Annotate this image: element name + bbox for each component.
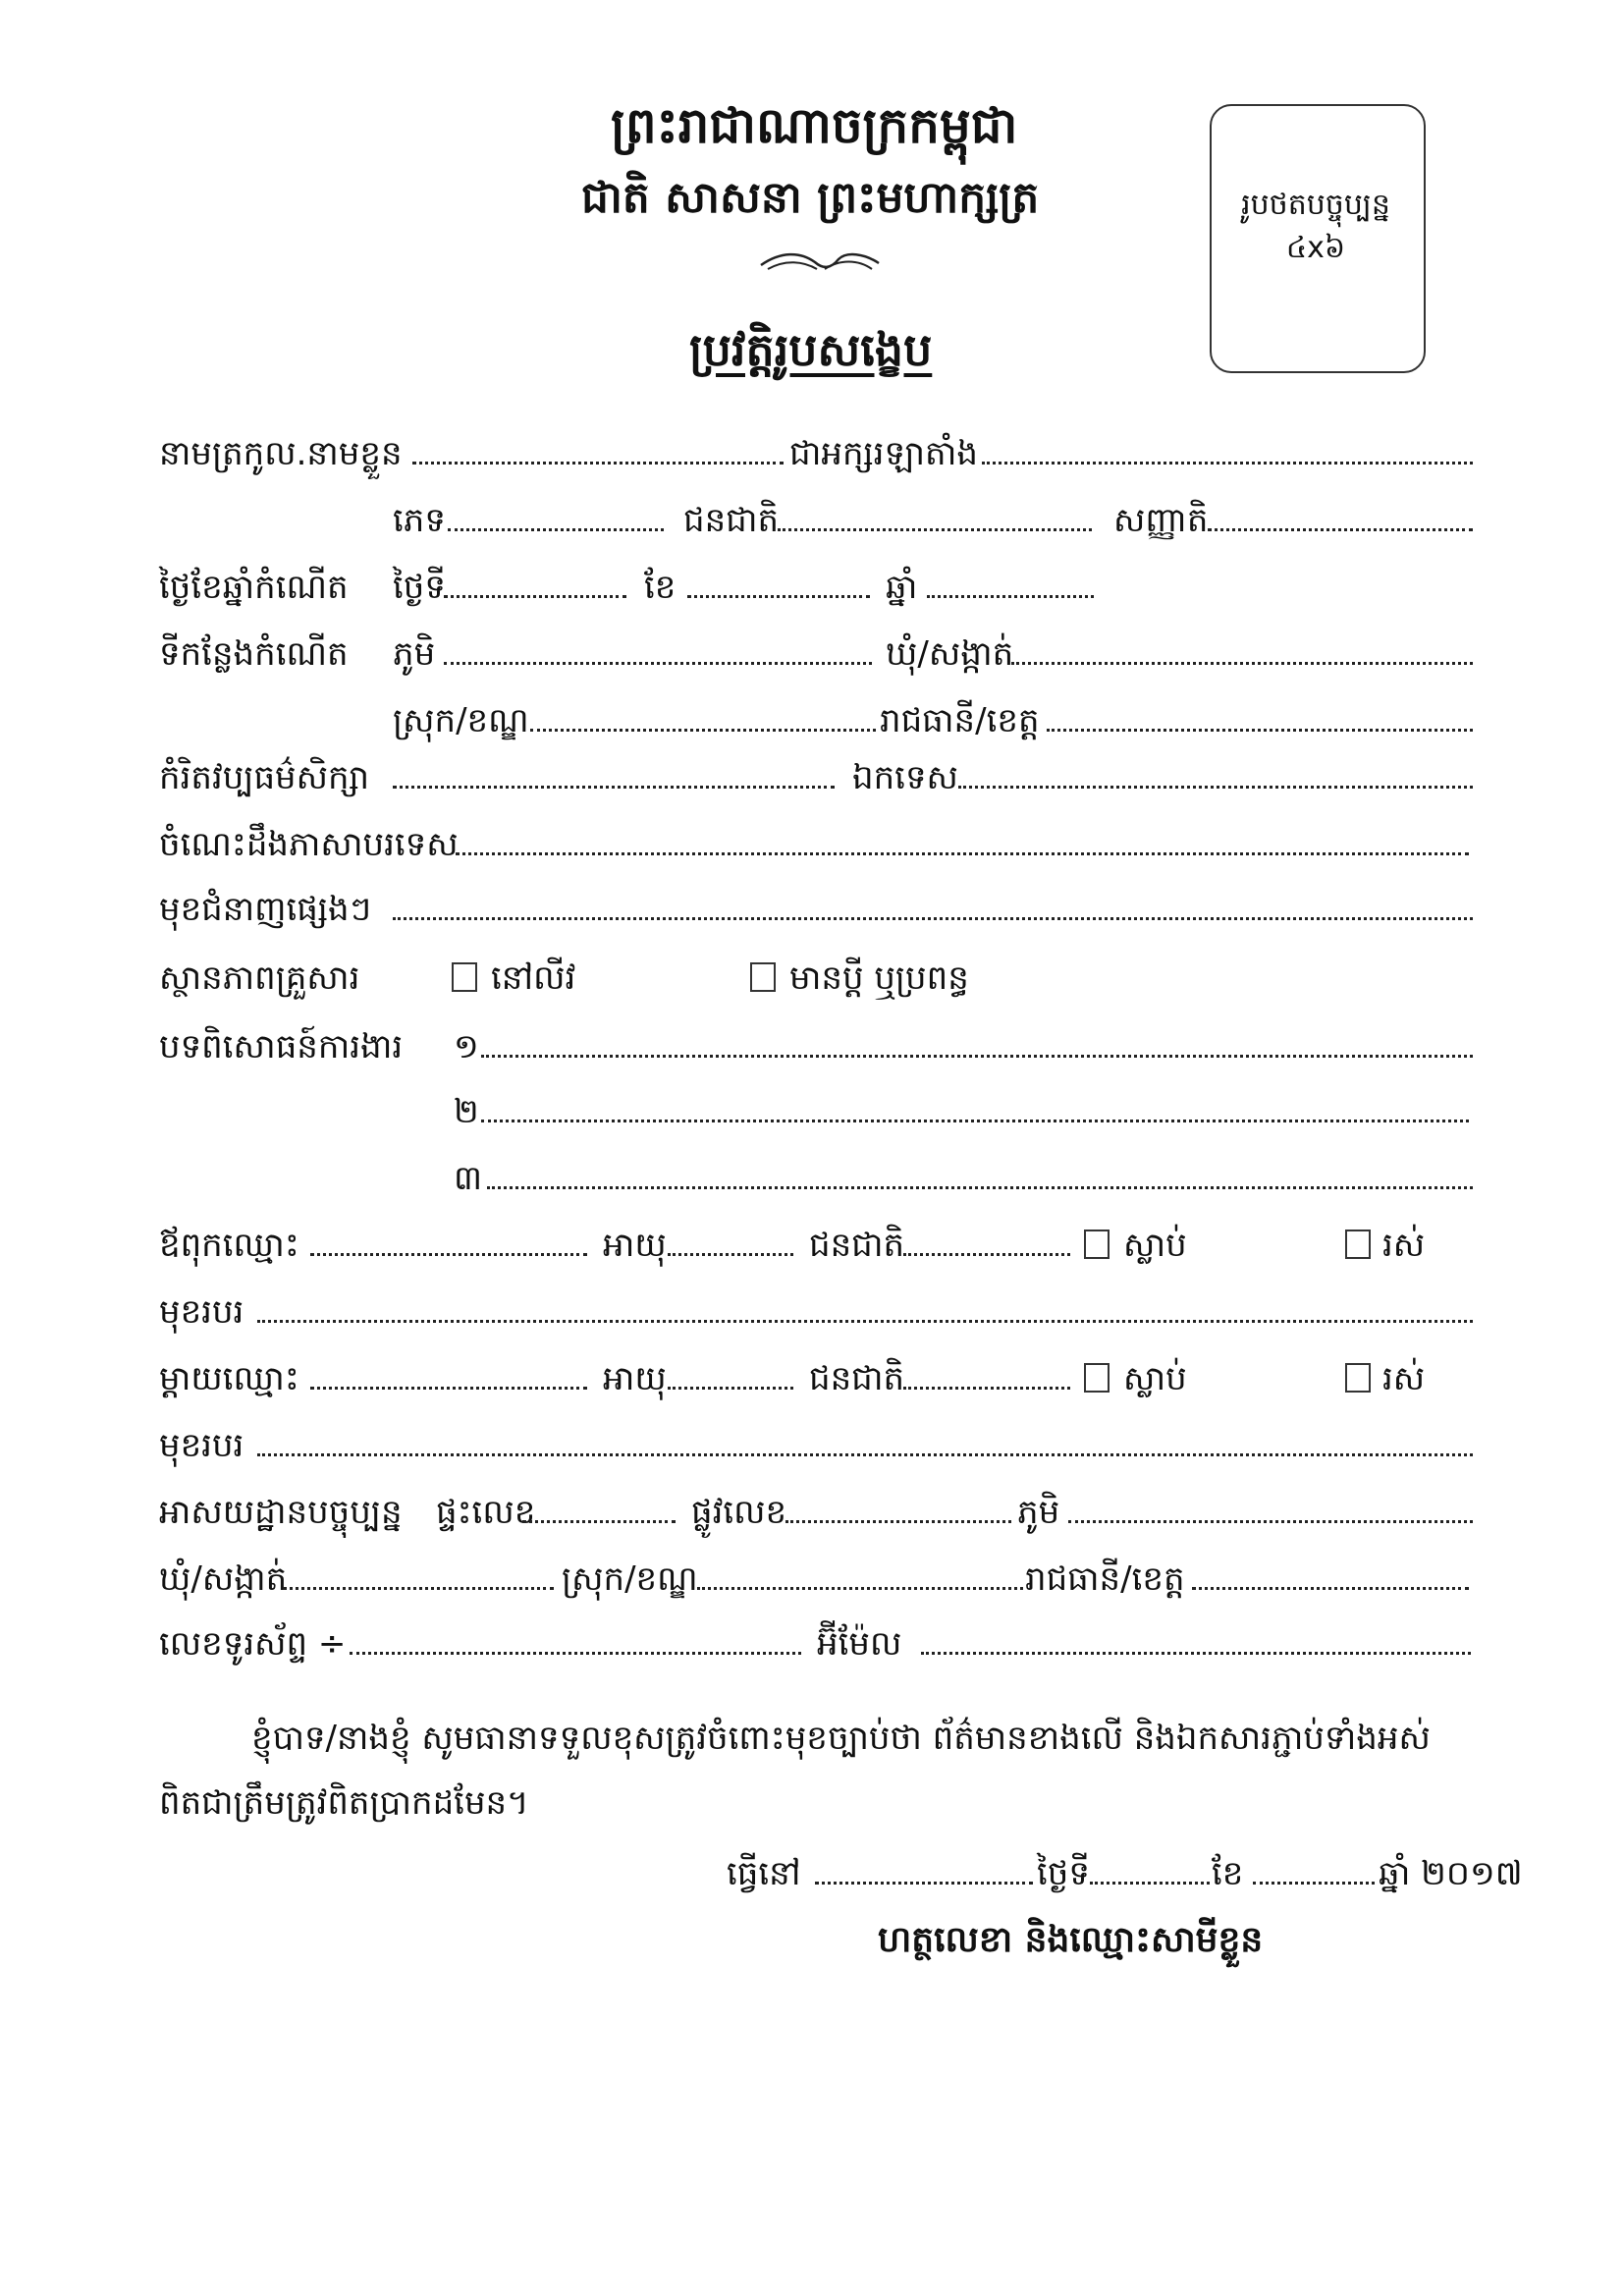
sign-month-field[interactable] — [1253, 1882, 1375, 1885]
mother-alive-label: រស់ — [1382, 1359, 1426, 1398]
languages-field[interactable] — [456, 852, 1469, 855]
mother-name-field[interactable] — [310, 1387, 587, 1390]
father-name-field[interactable] — [310, 1253, 587, 1256]
made-at-field[interactable] — [815, 1882, 1033, 1885]
year-field[interactable] — [927, 595, 1094, 598]
signature-label: ហត្ថលេខា និងឈ្មោះសាមីខ្លួន — [878, 1920, 1264, 1960]
sign-month-label: ខែ — [1212, 1854, 1244, 1893]
mother-ethnicity-field[interactable] — [903, 1387, 1070, 1390]
phone-field[interactable] — [350, 1652, 801, 1655]
married-label: មានប្តី ឬប្រពន្ធ — [789, 958, 969, 998]
ethnicity-label: ជនជាតិ — [683, 501, 780, 540]
experience-2-number: ២ — [454, 1092, 479, 1131]
declaration-line-1: ខ្ញុំបាទ/នាងខ្ញុំ សូមធានាទទួលខុសត្រូវចំពោះមុខច្បាប់ថា ព័ត៌មានខាងលើ និងឯកសារភ្ជាប់ទាំងអស់ — [251, 1719, 1431, 1758]
street-no-label: ផ្លូវលេខ — [691, 1493, 787, 1532]
single-checkbox[interactable] — [452, 962, 477, 992]
street-no-field[interactable] — [785, 1520, 1011, 1523]
sign-day-label: ថ្ងៃទី — [1037, 1854, 1090, 1893]
declaration-line-2: ពិតជាត្រឹមត្រូវពិតប្រាកដមែន។ — [159, 1783, 529, 1823]
father-occupation-field[interactable] — [257, 1320, 1473, 1323]
kingdom-heading: ព្រះរាជាណាចក្រកម្ពុជា — [611, 97, 1018, 154]
ethnicity-field[interactable] — [778, 528, 1092, 531]
photo-label: រូបថតបច្ចុប្បន្ន — [1241, 188, 1390, 222]
address-commune-field[interactable] — [283, 1587, 554, 1590]
address-village-field[interactable] — [1068, 1520, 1473, 1523]
latin-name-field[interactable] — [982, 462, 1473, 465]
address-village-label: ភូមិ — [1017, 1493, 1060, 1532]
nationality-field[interactable] — [1208, 528, 1473, 531]
languages-label: ចំណេះដឹងភាសាបរទេស — [159, 825, 459, 864]
motto-heading: ជាតិ សាសនា ព្រះមហាក្សត្រ — [581, 173, 1040, 223]
address-label: អាសយដ្ឋានបច្ចុប្បន្ន — [159, 1493, 403, 1532]
major-label: ឯកទេស — [852, 758, 958, 797]
address-province-label: រាជធានី/ខេត្ត — [1025, 1559, 1185, 1599]
father-alive-checkbox[interactable] — [1345, 1230, 1371, 1259]
photo-size: ៤x៦ — [1285, 231, 1346, 265]
made-at-label: ធ្វើនៅ — [727, 1854, 801, 1893]
mother-ethnicity-label: ជនជាតិ — [809, 1359, 905, 1398]
mother-alive-checkbox[interactable] — [1345, 1363, 1371, 1393]
mother-age-field[interactable] — [668, 1387, 793, 1390]
pob-district-label: ស្រុក/ខណ្ឌ — [393, 701, 529, 740]
month-label: ខែ — [644, 568, 677, 607]
address-commune-label: ឃុំ/សង្កាត់ — [159, 1559, 288, 1599]
experience-3-field[interactable] — [487, 1186, 1473, 1189]
single-label: នៅលីវ — [491, 958, 576, 998]
father-ethnicity-field[interactable] — [903, 1253, 1070, 1256]
nationality-label: សញ្ញាតិ — [1113, 501, 1209, 540]
father-alive-label: រស់ — [1382, 1226, 1426, 1265]
ornament-icon — [756, 247, 884, 281]
pob-label: ទីកន្លែងកំណើត — [159, 634, 349, 674]
marital-label: ស្ថានភាពគ្រួសារ — [159, 958, 360, 998]
sex-field[interactable] — [448, 528, 664, 531]
mother-age-label: អាយុ — [603, 1359, 667, 1398]
address-district-field[interactable] — [697, 1587, 1023, 1590]
father-deceased-checkbox[interactable] — [1084, 1230, 1110, 1259]
degree-label: កំរិតវប្បធម៌សិក្សា — [159, 758, 369, 797]
pob-province-field[interactable] — [1047, 729, 1473, 732]
full-name-label: នាមត្រកូល.នាមខ្លួន — [159, 434, 403, 473]
sign-year-label: ឆ្នាំ ២០១៧ — [1379, 1854, 1523, 1893]
year-label: ឆ្នាំ — [886, 568, 918, 607]
pob-province-label: រាជធានី/ខេត្ត — [880, 701, 1040, 740]
experience-3-number: ៣ — [454, 1159, 483, 1198]
pob-village-label: ភូមិ — [393, 634, 436, 674]
experience-label: បទពិសោធន៍ការងារ — [159, 1027, 404, 1066]
pob-commune-label: ឃុំ/សង្កាត់ — [886, 634, 1014, 674]
dob-label: ថ្ងៃខែឆ្នាំកំណើត — [159, 568, 349, 607]
mother-occupation-field[interactable] — [257, 1453, 1473, 1456]
pob-commune-field[interactable] — [1011, 662, 1473, 665]
experience-1-number: ១ — [454, 1027, 479, 1066]
form-title: ប្រវត្តិរូបសង្ខេប — [689, 323, 933, 376]
father-label: ឪពុកឈ្មោះ — [159, 1226, 299, 1265]
email-field[interactable] — [921, 1652, 1471, 1655]
day-field[interactable] — [444, 595, 626, 598]
email-label: អ៊ីម៉ែល — [817, 1624, 902, 1664]
sign-day-field[interactable] — [1090, 1882, 1210, 1885]
father-age-label: អាយុ — [603, 1226, 667, 1265]
mother-deceased-label: ស្លាប់ — [1123, 1359, 1187, 1398]
father-age-field[interactable] — [668, 1253, 793, 1256]
day-label: ថ្ងៃទី — [393, 568, 446, 607]
mother-deceased-checkbox[interactable] — [1084, 1363, 1110, 1393]
degree-field[interactable] — [393, 786, 835, 789]
sex-label: ភេទ — [393, 501, 446, 540]
father-occupation-label: មុខរបរ — [159, 1292, 244, 1332]
experience-1-field[interactable] — [481, 1055, 1473, 1058]
month-field[interactable] — [687, 595, 870, 598]
father-deceased-label: ស្លាប់ — [1123, 1226, 1187, 1265]
skills-label: មុខជំនាញផ្សេងៗ — [159, 890, 371, 929]
mother-label: ម្តាយឈ្មោះ — [159, 1359, 299, 1398]
father-ethnicity-label: ជនជាតិ — [809, 1226, 905, 1265]
full-name-field[interactable] — [412, 462, 784, 465]
pob-district-field[interactable] — [530, 729, 876, 732]
house-no-field[interactable] — [522, 1520, 676, 1523]
major-field[interactable] — [958, 786, 1473, 789]
latin-name-label: ជាអក្សរឡាតាំង — [789, 434, 978, 473]
phone-label: លេខទូរស័ព្ទ ÷ — [159, 1624, 347, 1664]
skills-field[interactable] — [393, 917, 1473, 920]
experience-2-field[interactable] — [481, 1120, 1469, 1122]
address-district-label: ស្រុក/ខណ្ឌ — [562, 1559, 698, 1599]
pob-village-field[interactable] — [444, 662, 872, 665]
house-no-label: ផ្ទះលេខ — [436, 1493, 536, 1532]
mother-occupation-label: មុខរបរ — [159, 1426, 244, 1465]
address-province-field[interactable] — [1192, 1587, 1469, 1590]
married-checkbox[interactable] — [750, 962, 776, 992]
